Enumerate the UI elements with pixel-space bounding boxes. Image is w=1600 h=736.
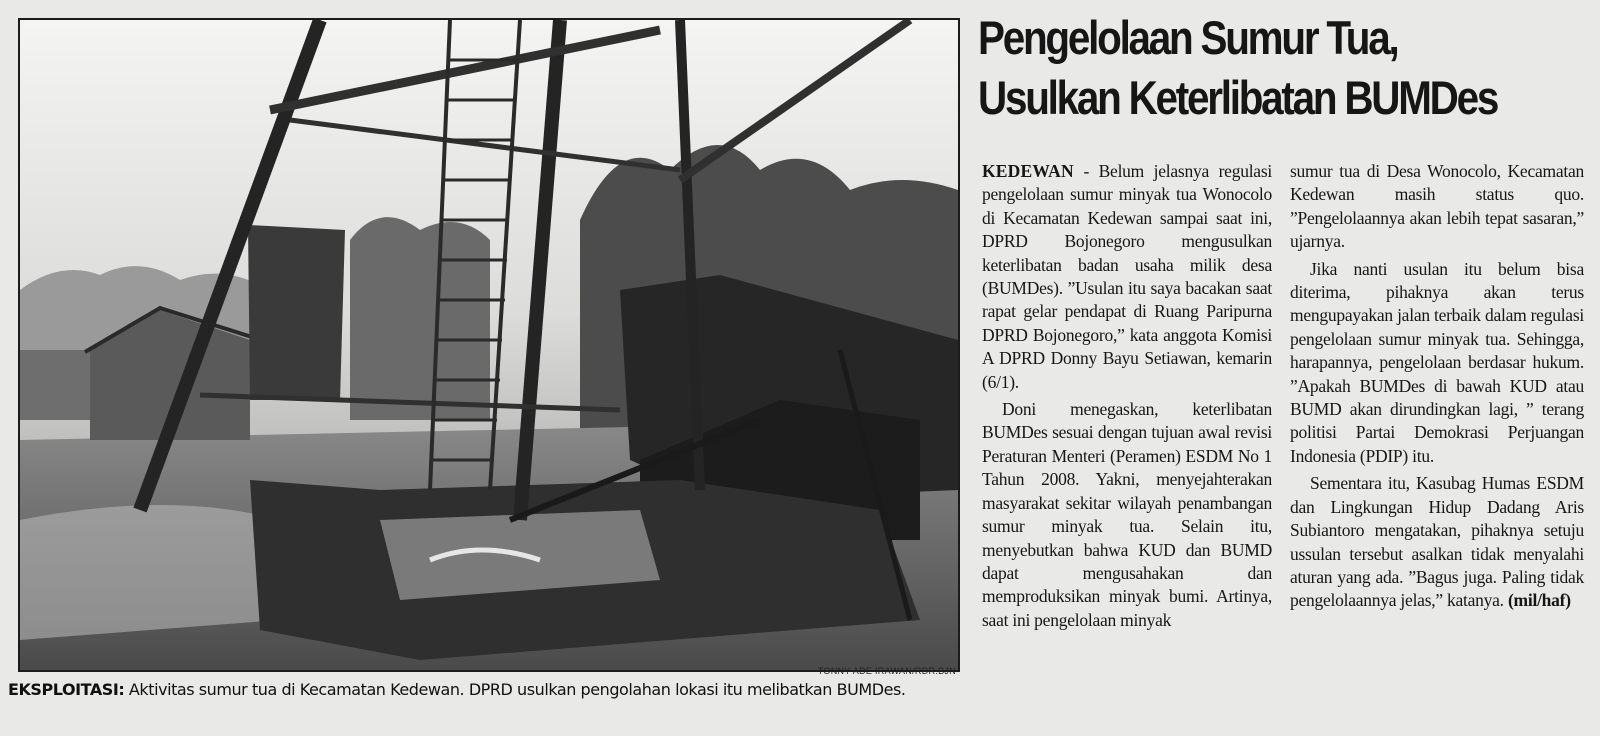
headline-line-2: Usulkan Keterlibatan BUMDes xyxy=(978,71,1498,124)
paragraph-text: - Belum jelasnya regulasi pengelolaan sumur minyak tua Wonocolo di Kecamatan Kedewan sampai saat ini, DPRD Bojonegoro mengusulkan keterlibatan badan usaha milik desa (BUMDes). ”Usulan itu saya bacakan saat rapat gelar pendapat di Ruang Paripurna DPRD Bojonegoro,” kata anggota Komisi A DPRD Donny Bayu Setiawan, kemarin (6/1). xyxy=(982,161,1272,392)
dateline: KEDEWAN xyxy=(982,161,1074,181)
photo-credit: TONNY ADE IRAWAN/RDR.BJN xyxy=(817,666,956,676)
paragraph-text: Sementara itu, Kasubag Humas ESDM dan Lingkungan Hidup Dadang Aris Subiantoro mengatakan, pihaknya setuju ussulan tersebut asalkan tidak menyalahi aturan yang ada. ”Bagus juga. Paling tidak pengelolaannya jelas,” katanya. xyxy=(1290,473,1584,611)
article-column-2 xyxy=(1290,160,1584,613)
caption-text: Aktivitas sumur tua di Kecamatan Kedewan. DPRD usulkan pengolahan lokasi itu melibatkan BUMDes. xyxy=(124,680,906,699)
paragraph: sumur tua di Desa Wonocolo, Kecamatan Kedewan masih status quo. ”Pengelolaannya akan lebih tepat sasaran,” ujarnya. xyxy=(1290,161,1584,252)
paragraph: Doni menegaskan, keterlibatan BUMDes sesuai dengan tujuan awal revisi Peraturan Menteri (Peramen) ESDM No 1 Tahun 2008. Yakni, menyejahterakan masyarakat sekitar wilayah penambangan sumur minyak tua. Selain itu, menyebutkan bahwa KUD dan BUMD dapat mengusahakan dan memproduksikan minyak bumi. Artinya, saat ini pengelolaan minyak xyxy=(982,399,1272,630)
author-initials: (mil/haf) xyxy=(1507,590,1571,611)
article-column-1 xyxy=(982,160,1272,632)
article-headline xyxy=(978,8,1503,128)
photo-caption xyxy=(8,680,968,700)
paragraph xyxy=(1290,472,1584,612)
oil-well-photo-illustration xyxy=(20,20,958,670)
news-photo xyxy=(18,18,960,672)
headline-line-1: Pengelolaan Sumur Tua, xyxy=(978,11,1398,64)
paragraph: Jika nanti usulan itu belum bisa diterima, pihaknya akan terus mengupayakan jalan terbaik dalam regulasi pengelolaan sumur minyak tua. Sehingga, harapannya, pengelolaan berdasar hukum. ”Apakah BUMDes di bawah KUD atau BUMD akan dirundingkan lagi, ” terang politisi Partai Demokrasi Perjuangan Indonesia (PDIP) itu. xyxy=(1290,258,1584,466)
paragraph xyxy=(982,160,1272,394)
caption-label: EKSPLOITASI: xyxy=(8,680,125,699)
